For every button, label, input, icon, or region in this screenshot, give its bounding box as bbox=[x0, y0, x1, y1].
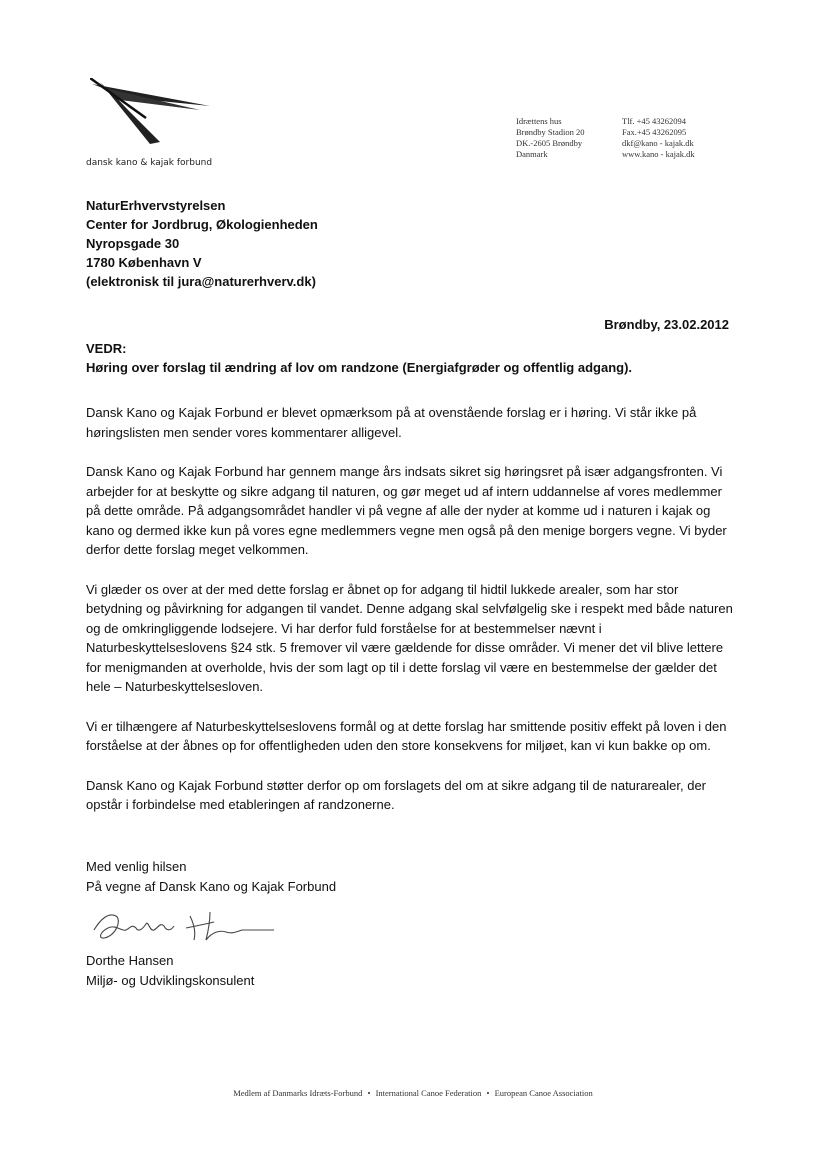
closing-greeting: Med venlig hilsen bbox=[86, 859, 187, 874]
recipient-line: Center for Jordbrug, Økologienheden bbox=[86, 217, 318, 232]
body-paragraph: Dansk Kano og Kajak Forbund støtter derfor op om forslagets del om at sikre adgang til de naturarealer, der opstår i forbindelse med etableringen af randzonerne. bbox=[86, 777, 707, 812]
body-paragraph: Vi er tilhængere af Naturbeskyttelseslovens formål og at dette forslag har smittende positiv effekt på loven i den forståelse at der åbnes op for offentligheden uden den store konsekvens for miljøet, kan vi kun bakke op om. bbox=[86, 718, 727, 753]
signer-title: Miljø- og Udviklingskonsulent bbox=[86, 972, 255, 988]
website-line: www.kano - kajak.dk bbox=[622, 149, 695, 159]
subject-label: VEDR: bbox=[86, 341, 127, 356]
signature-icon bbox=[86, 902, 286, 950]
letter-date: Brøndby, 23.02.2012 bbox=[604, 317, 729, 332]
org-name: dansk kano & kajak forbund bbox=[86, 158, 213, 168]
paddle-logo-icon bbox=[90, 78, 220, 150]
body-paragraph: Dansk Kano og Kajak Forbund er blevet opmærksom på at ovenstående forslag er i høring. Vi står ikke på høringslisten men sender vores kommentarer alligevel. bbox=[86, 405, 697, 440]
footer-item: International Canoe Federation bbox=[375, 1088, 482, 1098]
contact-block bbox=[622, 116, 695, 160]
footer-separator: • bbox=[367, 1088, 371, 1098]
footer-memberships bbox=[0, 1088, 826, 1098]
signer-block bbox=[86, 951, 254, 990]
email-line: dkf@kano - kajak.dk bbox=[622, 138, 694, 148]
org-logo bbox=[86, 78, 256, 170]
phone-line: Tlf. +45 43262094 bbox=[622, 116, 687, 126]
recipient-line: (elektronisk til jura@naturerhverv.dk) bbox=[86, 274, 316, 289]
closing-on-behalf: På vegne af Dansk Kano og Kajak Forbund bbox=[86, 878, 337, 894]
address-line: DK.-2605 Brøndby bbox=[516, 138, 583, 148]
fax-line: Fax.+45 43262095 bbox=[622, 127, 687, 137]
recipient-line: 1780 København V bbox=[86, 255, 202, 270]
footer-separator: • bbox=[486, 1088, 490, 1098]
handwritten-signature bbox=[86, 902, 286, 950]
subject-title: Høring over forslag til ændring af lov om randzone (Energiafgrøder og offentlig adgang). bbox=[86, 360, 633, 375]
address-line: Idrættens hus bbox=[516, 116, 562, 126]
address-line: Danmark bbox=[516, 149, 548, 159]
address-line: Brøndby Stadion 20 bbox=[516, 127, 585, 137]
letter-body bbox=[86, 403, 736, 835]
address-block bbox=[516, 116, 584, 160]
recipient-line: NaturErhvervstyrelsen bbox=[86, 198, 226, 213]
recipient-address bbox=[86, 196, 318, 291]
signer-name: Dorthe Hansen bbox=[86, 953, 174, 968]
subject-block bbox=[86, 339, 632, 377]
body-paragraph: Dansk Kano og Kajak Forbund har gennem mange års indsats sikret sig høringsret på især adgangsfronten. Vi arbejder for at beskytte og sikre adgang til naturen, og gør meget ud af intern uddannelse af vores medlemmer på dette område. På adgangsområdet handler vi på vegne af alle der nyder at komme ud i naturen i kajak og kano og dermed ikke kun på vores egne medlemmers vegne men også på den menige borgers vegne. Vi byder derfor dette forslag meget velkommen. bbox=[86, 464, 727, 557]
body-paragraph: Vi glæder os over at der med dette forslag er åbnet op for adgang til hidtil lukkede arealer, som har stor betydning og påvirkning for adgangen til vandet. Denne adgang skal selvfølgelig ske i respekt med både naturen og de omkringliggende lodsejere. Vi har derfor fuld forståelse for at bestemmelser nævnt i Naturbeskyttelseslovens §24 stk. 5 fremover vil være gældende for disse områder. Vi mener det vil blive lettere for menigmanden at overholde, hvis der som lagt op til i dette forslag vil være en bestemmelse der gælder det hele – Naturbeskyttelsesloven. bbox=[86, 581, 733, 694]
footer-item: European Canoe Association bbox=[494, 1088, 593, 1098]
footer-item: Medlem af Danmarks Idræts-Forbund bbox=[233, 1088, 363, 1098]
recipient-line: Nyropsgade 30 bbox=[86, 236, 180, 251]
closing-block bbox=[86, 857, 336, 896]
